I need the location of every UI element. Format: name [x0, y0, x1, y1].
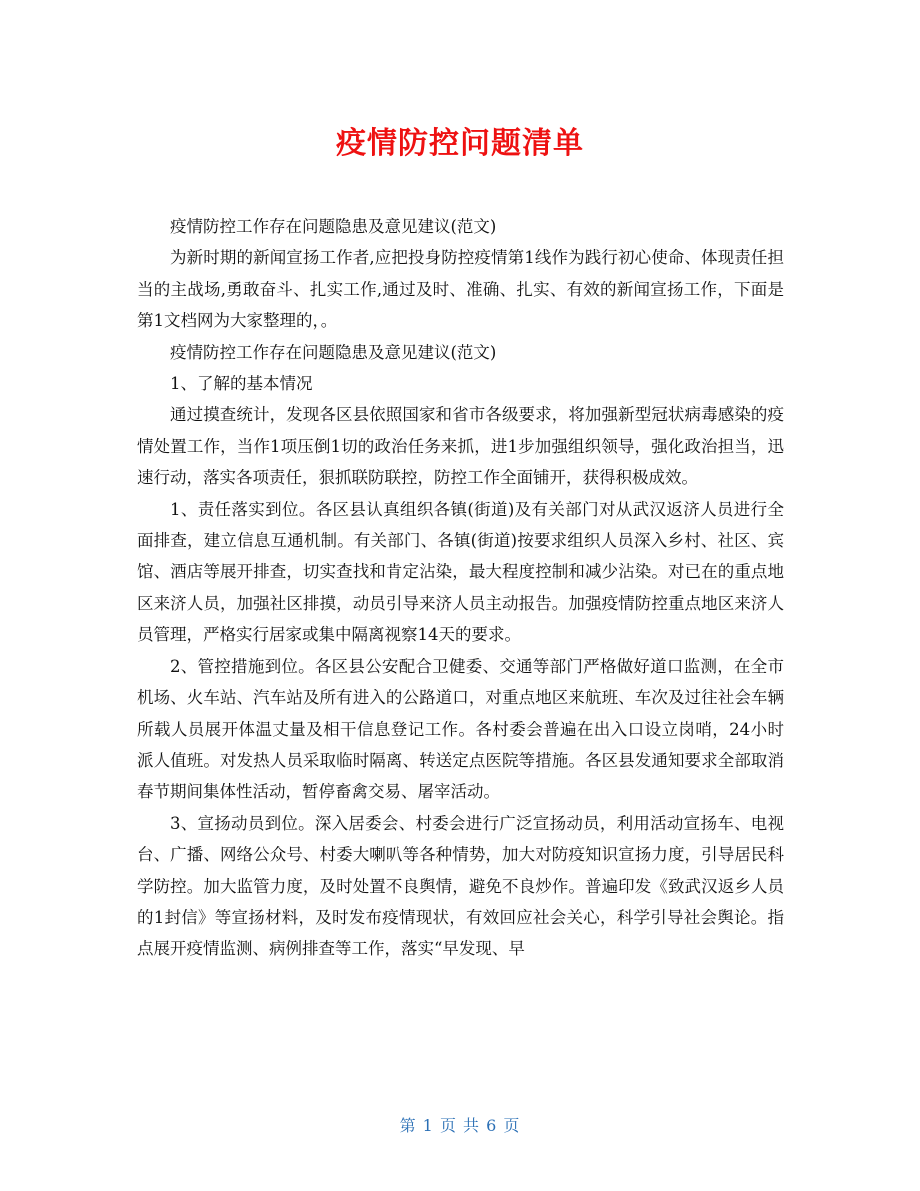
paragraph: 通过摸查统计，发现各区县依照国家和省市各级要求，将加强新型冠状病毒感染的疫情处置工作，当作1项压倒1切的政治任务来抓，进1步加强组织领导，强化政治担当，迅速行动，落实各项责任，狠抓联防联控，防控工作全面铺开，获得积极成效。 [137, 405, 784, 488]
document-title: 疫情防控问题清单 [336, 126, 584, 161]
paragraph: 疫情防控工作存在问题隐患及意见建议(范文) [170, 342, 497, 362]
paragraph: 1、责任落实到位。各区县认真组织各镇(街道)及有关部门对从武汉返济人员进行全面排查，建立信息互通机制。有关部门、各镇(街道)按要求组织人员深入乡村、社区、宾馆、酒店等展开排查，切实查找和肯定沾染，最大程度控制和减少沾染。对已在的重点地区来济人员，加强社区排摸，动员引导来济人员主动报告。加强疫情防控重点地区来济人员管理，严格实行居家或集中隔离视察14天的要求。 [137, 499, 784, 645]
paragraph: 疫情防控工作存在问题隐患及意见建议(范文) [170, 217, 497, 236]
paragraph: 为新时期的新闻宣扬工作者,应把投身防控疫情第1线作为践行初心使命、体现责任担当的主战场,勇敢奋斗、扎实工作,通过及时、准确、扎实、有效的新闻宣扬工作，下面是第1文档网为大家整理的，。 [137, 248, 784, 331]
paragraph: 3、宣扬动员到位。深入居委会、村委会进行广泛宣扬动员，利用活动宣扬车、电视台、广播、网络公众号、村委大喇叭等各种情势，加大对防疫知识宣扬力度，引导居民科学防控。加大监管力度，及时处置不良舆情，避免不良炒作。普遍印发《致武汉返乡人员的1封信》等宣扬材料，及时发布疫情现状，有效回应社会关心，科学引导社会舆论。指点展开疫情监测、病例排查等工作，落实“早发现、早 [137, 813, 784, 959]
paragraph: 1、了解的基本情况 [170, 374, 313, 394]
paragraph: 2、管控措施到位。各区县公安配合卫健委、交通等部门严格做好道口监测，在全市机场、火车站、汽车站及所有进入的公路道口，对重点地区来航班、车次及过往社会车辆所载人员展开体温丈量及相干信息登记工作。各村委会普遍在出入口设立岗哨，24小时派人值班。对发热人员采取临时隔离、转送定点医院等措施。各区县发通知要求全部取消春节期间集体性活动，暂停畜禽交易、屠宰活动。 [137, 656, 784, 802]
page-number-footer: 第 1 页 共 6 页 [399, 1116, 521, 1135]
document-body [137, 211, 784, 965]
